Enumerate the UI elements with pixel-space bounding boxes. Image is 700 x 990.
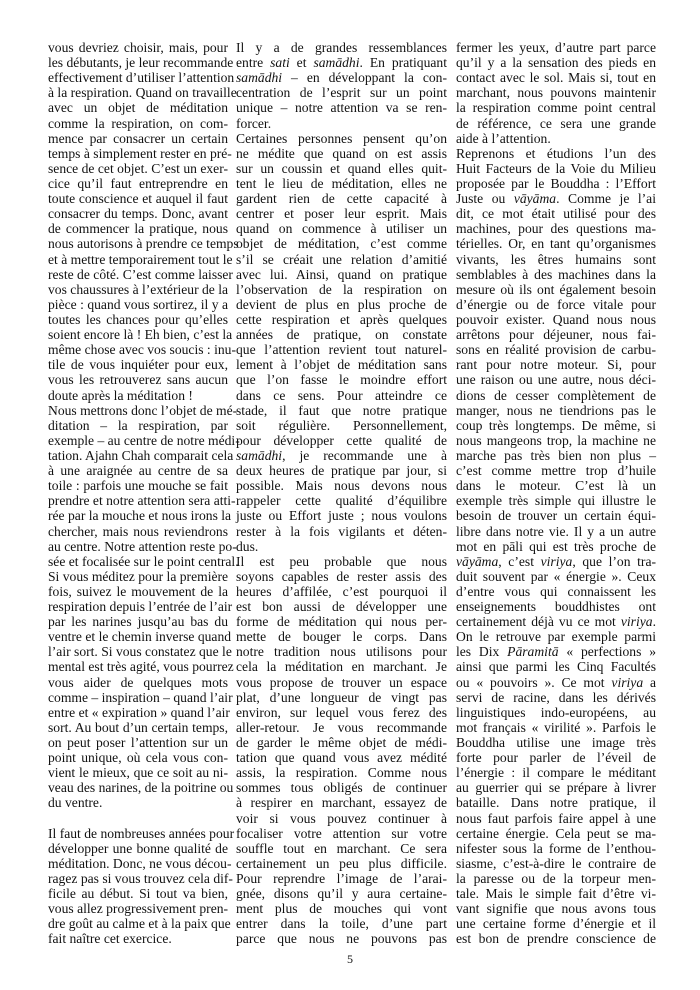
text-line: années de pratique, on constate xyxy=(236,327,447,343)
text-line: vant signifie que nous avons tous xyxy=(456,901,656,917)
text-line: les débutants, je leur recommande xyxy=(48,55,234,71)
text-line: Il y a de grandes ressemblances xyxy=(236,40,447,55)
text-line: on peut poser l’attention sur un xyxy=(48,735,228,751)
text-line: térielles. Or, en tant qu’organismes xyxy=(456,236,656,252)
text-line: Huit Facteurs de la Voie du Milieu xyxy=(456,160,656,176)
text-line: une certaine forme d’énergie et il xyxy=(456,916,656,932)
text-line: d’entre vous qui connaissent les xyxy=(456,583,656,599)
text-line: linguistiques indo-européens, au xyxy=(456,704,656,720)
text-line: pièce : quand vous sortirez, il y a xyxy=(48,296,228,312)
text-line: temps à simplement rester en pré- xyxy=(48,145,232,161)
text-line: une raison ou une autre, nous déci- xyxy=(456,372,656,388)
text-line: vous aider de quelques mots xyxy=(48,674,228,690)
text-line: servi de racine, dans les dérivés xyxy=(456,689,656,705)
text-line: juste ou Effort juste ; nous voulons xyxy=(236,508,447,524)
text-line: contact avec le sol. Mais si, tout en xyxy=(456,70,656,86)
text-line: qu’il y a la sensation des pieds en xyxy=(456,55,656,71)
text-line: respiration depuis l’entrée de l’air xyxy=(48,599,233,615)
text-line: environ, sur lequel vous ferez des xyxy=(236,704,447,720)
text-line: fermer les yeux, d’autre part parce xyxy=(456,40,656,55)
text-line: On le retrouve par exemple parmi xyxy=(456,629,656,645)
page-number: 5 xyxy=(347,952,353,966)
text-line: notre tradition nous utilisons pour xyxy=(236,644,447,660)
text-line: vous allez progressivement pren- xyxy=(48,901,229,917)
text-line: la respiration comme point central xyxy=(456,100,656,116)
text-line: sons en réalité provision de carbu- xyxy=(456,342,656,358)
text-line: méditation. Donc, ne vous décou- xyxy=(48,855,232,871)
text-line: certaine énergie. Cela peut se ma- xyxy=(456,825,656,841)
text-line: mette de bouger le corps. Dans xyxy=(236,629,447,645)
text-line: manger, nous ne tiendrions pas le xyxy=(456,402,656,418)
text-line: Pour reprendre l’image de l’arai- xyxy=(236,871,447,887)
text-line: pouvoir exister. Quand nous nous xyxy=(456,311,656,327)
text-line: avec un objet de méditation xyxy=(48,100,228,116)
text-line: stade, il faut que notre pratique xyxy=(236,402,447,418)
text-line: vous devriez choisir, mais, pour xyxy=(48,40,228,55)
text-line: forte pour parler de l’éveil de xyxy=(456,750,656,766)
text-line: focaliser votre attention sur votre xyxy=(236,825,447,841)
text-line: soient encore là ! Eh bien, c’est la xyxy=(48,327,233,343)
text-line: au guerrier qui se prépare à livrer xyxy=(456,780,656,796)
text-line: rant pour notre moteur. Si, pour xyxy=(456,357,656,373)
text-line: l’énergie : il compare le méditant xyxy=(456,765,656,781)
text-line: heures d’affilée, c’est pourquoi il xyxy=(236,583,447,599)
text-line: Nous mettrons donc l’objet de mé- xyxy=(48,402,238,418)
text-line: mence par consacrer un certain xyxy=(48,130,228,146)
text-line: vous les retrouverez sans aucun xyxy=(48,372,228,388)
text-line: exemple très simple qui illustre le xyxy=(456,493,656,509)
text-line: Bouddha utilise une image très xyxy=(456,735,656,751)
text-line: proposée par le Bouddha : l’Effort xyxy=(456,175,656,191)
paragraph-gap xyxy=(48,811,228,826)
text-line: tation. Ajahn Chah comparait cela xyxy=(48,447,234,463)
text-line: d’énergie ou de force vitale pour xyxy=(456,296,656,312)
text-line: objet de méditation, c’est comme xyxy=(236,236,447,252)
text-line: est bon de prendre conscience de xyxy=(456,931,656,947)
text-line: ne médite que quand on est assis xyxy=(236,145,447,161)
text-line: gnée, disons qu’il y aura certaine- xyxy=(236,886,447,902)
text-line: semblables à des machines dans la xyxy=(456,266,656,282)
text-line: parce que nous ne pouvons pas xyxy=(236,931,447,947)
text-line: même chose avec vos soucis : inu- xyxy=(48,342,236,358)
text-line: centration de l’esprit sur un point xyxy=(236,85,447,101)
text-line: reste de côté. C’est comme laisser xyxy=(48,266,233,282)
text-column-middle xyxy=(236,40,447,947)
text-line: Certaines personnes pensent qu’on xyxy=(236,130,447,146)
text-line: Si vous méditez pour la première xyxy=(48,568,229,584)
text-line: aide à l’attention. xyxy=(456,130,551,146)
text-line: toutes les chances pour qu’elles xyxy=(48,311,228,327)
text-line: machines, pour des questions ma- xyxy=(456,221,656,237)
text-line: veau des narines, de la poitrine ou xyxy=(48,780,234,796)
text-line: besoin de trouver un certain équi- xyxy=(456,508,656,524)
text-line: de référence, ce sera une grande xyxy=(456,115,656,131)
text-line: dans ce sens. Pour atteindre ce xyxy=(236,387,447,403)
text-line: quand on commence à utiliser un xyxy=(236,221,447,237)
text-line: mental est très agité, vous pourrez xyxy=(48,659,234,675)
text-line: soyons capables de rester assis des xyxy=(236,568,447,584)
text-line: sur un coussin et quand elles quit- xyxy=(236,160,447,176)
text-line: bataille. Dans notre pratique, il xyxy=(456,795,656,811)
text-line: cice qu’il faut entreprendre en xyxy=(48,175,228,191)
text-line: rester à la fois vigilants et déten- xyxy=(236,523,447,539)
text-line: tent le lieu de méditation, elles ne xyxy=(236,175,447,191)
text-line: comme – inspiration – quand l’air xyxy=(48,689,233,705)
text-line: à respirer en marchant, essayez de xyxy=(236,795,447,811)
text-line: tile de vous inquiéter pour eux, xyxy=(48,357,228,373)
text-line: ainsi que parmi les Cinq Facultés xyxy=(456,659,656,675)
text-line: unique – notre attention va se ren- xyxy=(236,100,447,116)
text-line: vivants, les êtres humains sont xyxy=(456,251,656,267)
text-line: sence de cet objet. C’est un exer- xyxy=(48,160,228,176)
text-line: chercher, mais nous reviendrons xyxy=(48,523,228,539)
text-line: à une araignée au centre de sa xyxy=(48,463,228,479)
text-column-left xyxy=(48,40,240,947)
text-line: vient le mieux, que ce soit au ni- xyxy=(48,765,228,781)
text-line: avec lui. Ainsi, quand on pratique xyxy=(236,266,447,282)
text-line: nous faut parfois faire appel à une xyxy=(456,810,656,826)
text-line: lement à l’objet de méditation sans xyxy=(236,357,447,373)
text-line: nous autorisons à prendre ce temps xyxy=(48,236,239,252)
text-line: nifester sous la forme de l’enthou- xyxy=(456,840,656,856)
text-line: ragez pas si vous trouvez cela dif- xyxy=(48,871,233,887)
text-line: libre dans notre vie. Il y a un autre xyxy=(456,523,656,539)
text-line: tation que quand vous avez médité xyxy=(236,750,447,766)
text-line: cela la méditation en marchant. Je xyxy=(236,659,447,675)
text-line: sommes tous obligés de continuer xyxy=(236,780,447,796)
text-line: forme de méditation qui nous per- xyxy=(236,614,447,630)
text-line: la paresse ou de la torpeur men- xyxy=(456,871,656,887)
text-line: sort. Au bout d’un certain temps, xyxy=(48,719,228,735)
text-line: certainement déjà vu ce mot viriya. xyxy=(456,614,656,630)
text-line: Il faut de nombreuses années pour xyxy=(48,825,235,841)
text-line: vāyāma, c’est viriya, que l’on tra- xyxy=(456,553,657,569)
text-line: au centre. Notre attention reste po- xyxy=(48,538,237,554)
text-line: ficile au début. Si tout va bien, xyxy=(48,886,228,902)
text-line: enseignements bouddhistes ont xyxy=(456,599,656,615)
text-line: dus. xyxy=(236,538,259,554)
text-line: consacrer du temps. Donc, avant xyxy=(48,206,228,222)
text-line: dit, ce mot était utilisé pour des xyxy=(456,206,656,222)
text-line: exemple – au centre de notre médi- xyxy=(48,432,240,448)
text-line: soit régulière. Personnellement, xyxy=(236,417,447,433)
text-line: fois, suivez le mouvement de la xyxy=(48,583,228,599)
text-line: certainement un peu plus difficile. xyxy=(236,855,447,871)
text-line: rappeler cette qualité d’équilibre xyxy=(236,493,447,509)
text-line: nous mangeons trop, la machine ne xyxy=(456,432,656,448)
text-line: du ventre. xyxy=(48,795,103,811)
text-line: fait naître cet exercice. xyxy=(48,931,172,947)
text-line: ou « pouvoirs ». Ce mot viriya a xyxy=(456,674,656,690)
text-line: les Dix Pāramitā « perfections » xyxy=(456,644,656,660)
text-line: possible. Mais nous devons nous xyxy=(236,478,447,494)
text-line: samādhi, je recommande une à xyxy=(236,447,447,463)
text-line: plat, d’une longueur de vingt pas xyxy=(236,689,447,705)
text-line: l’observation de la respiration on xyxy=(236,281,447,297)
text-line: c’est comme mettre trop d’huile xyxy=(456,463,656,479)
text-line: marchant, nous pouvons maintenir xyxy=(456,85,656,101)
text-line: voir si vous pouvez continuer à xyxy=(236,810,447,826)
text-line: et à mettre temporairement tout le xyxy=(48,251,233,267)
text-line: effectivement d’utiliser l’attention xyxy=(48,70,235,86)
text-line: s’il se créait une relation d’amitié xyxy=(236,251,447,267)
text-line: dre goût au calme et à la paix que xyxy=(48,916,231,932)
text-line: prendre et notre attention sera atti- xyxy=(48,493,236,509)
text-line: deux heures de pratique par jour, si xyxy=(236,463,447,479)
text-line: mot en pāli qui est très proche de xyxy=(456,538,656,554)
text-line: dans le moteur. C’est là un xyxy=(456,478,656,494)
text-line: est bon aussi de développer une xyxy=(236,599,447,615)
text-line: de commencer la pratique, nous xyxy=(48,221,228,237)
text-line: mesure où ils ont également besoin xyxy=(456,281,656,297)
text-line: coup très longtemps. De même, si xyxy=(456,417,656,433)
text-line: ment plus de mouches qui vont xyxy=(236,901,447,917)
text-line: souffle tout en marchant. Ce sera xyxy=(236,840,447,856)
text-line: dions de cesser complètement de xyxy=(456,387,656,403)
text-line: Juste ou vāyāma. Comme je l’ai xyxy=(456,191,656,207)
text-line: à la respiration. Quand on travaille xyxy=(48,85,237,101)
text-line: ditation – la respiration, par xyxy=(48,417,228,433)
text-line: assis, la respiration. Comme nous xyxy=(236,765,447,781)
text-line: pour développer cette qualité de xyxy=(236,432,447,448)
text-line: entrer dans la toile, d’une part xyxy=(236,916,447,932)
text-line: comme la respiration, on com- xyxy=(48,115,228,131)
text-column-right xyxy=(456,40,656,947)
text-line: arrêtons pour déjeuner, nous fai- xyxy=(456,327,656,343)
text-line: samādhi – en développant la con- xyxy=(236,70,447,86)
text-line: l’air sort. Si vous constatez que le xyxy=(48,644,232,660)
text-line: de garder le même objet de médi- xyxy=(236,735,447,751)
text-line: vous propose de trouver un espace xyxy=(236,674,447,690)
text-line: vos chaussures à l’extérieur de la xyxy=(48,281,229,297)
text-line: siasme, c’est-à-dire le contraire de xyxy=(456,855,656,871)
text-line: que l’attention revient tout naturel- xyxy=(236,342,447,358)
text-line: doute après la méditation ! xyxy=(48,387,193,403)
text-line: entre sati et samādhi. En pratiquant xyxy=(236,55,447,71)
text-line: Il est peu probable que nous xyxy=(236,553,447,569)
text-line: cette respiration et après quelques xyxy=(236,311,447,327)
text-line: toute conscience et auquel il faut xyxy=(48,191,228,207)
text-line: développer une bonne qualité de xyxy=(48,840,228,856)
text-line: ventre et le chemin inverse quand xyxy=(48,629,232,645)
text-line: duit souvent par « énergie ». Ceux xyxy=(456,568,656,584)
text-line: toile : parfois une mouche se fait xyxy=(48,478,228,494)
text-line: tale. Mais le simple fait d’être vi- xyxy=(456,886,656,902)
text-line: entre et « expiration » quand l’air xyxy=(48,704,230,720)
text-line: devient de plus en plus proche de xyxy=(236,296,447,312)
text-line: centrer et poser leur esprit. Mais xyxy=(236,206,447,222)
text-line: rée par la mouche et nous irons la xyxy=(48,508,232,524)
text-line: gardent rien de cette capacité à xyxy=(236,191,447,207)
text-line: que l’on fasse le moindre effort xyxy=(236,372,447,388)
text-line: sée et focalisée sur le point central. xyxy=(48,553,239,569)
text-line: forcer. xyxy=(236,115,272,131)
text-line: par les narines jusqu’au bas du xyxy=(48,614,228,630)
text-line: aller-retour. Je vous recommande xyxy=(236,719,447,735)
text-line: point unique, où cela vous con- xyxy=(48,750,228,766)
text-line: mot français « virilité ». Parfois le xyxy=(456,719,656,735)
text-line: Reprenons et étudions l’un des xyxy=(456,145,656,161)
text-line: marche pas très bien non plus – xyxy=(456,447,656,463)
